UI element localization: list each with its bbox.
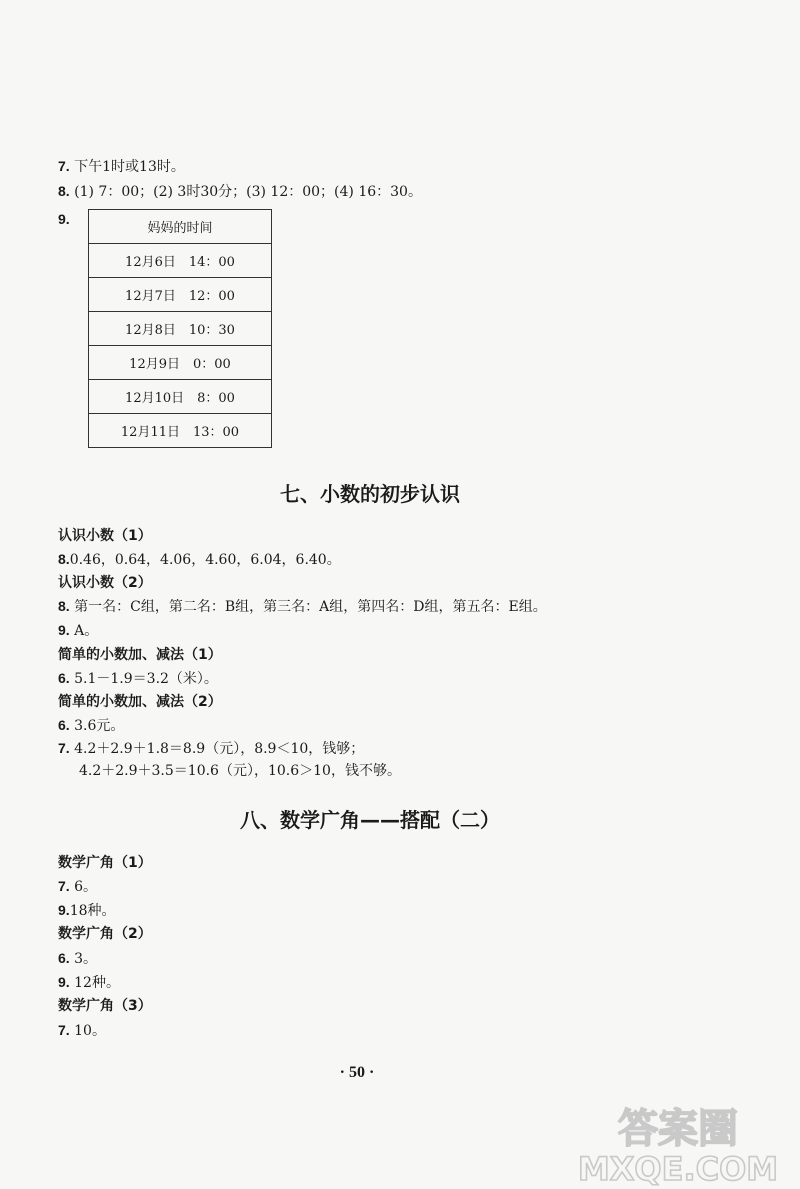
table-row: 12月6日 14：00 bbox=[89, 244, 272, 278]
table-row: 12月7日 12：00 bbox=[89, 278, 272, 312]
answer-line: 6. 3。 bbox=[58, 950, 98, 967]
subsection-title: 简单的小数加、减法（2） bbox=[58, 694, 222, 710]
table-header: 妈妈的时间 bbox=[89, 210, 272, 244]
answer-line: 8.0.46，0.64，4.06，4.60，6.04，6.40。 bbox=[58, 551, 341, 568]
table-row: 12月11日 13：00 bbox=[89, 414, 272, 448]
table-row: 12月9日 0：00 bbox=[89, 346, 272, 380]
subsection-title: 简单的小数加、减法（1） bbox=[58, 647, 222, 663]
mom-time-table bbox=[88, 209, 272, 448]
table-row: 12月10日 8：00 bbox=[89, 380, 272, 414]
answer-8: 8. (1) 7：00；(2) 3时30分；(3) 12：00；(4) 16：30。 bbox=[58, 183, 422, 200]
subsection-title: 数学广角（3） bbox=[58, 998, 152, 1014]
answer-line: 7. 6。 bbox=[58, 878, 98, 895]
watermark-url: MXQE.COM bbox=[577, 1150, 779, 1186]
answer-line: 8. 第一名：C组，第二名：B组，第三名：A组，第四名：D组，第五名：E组。 bbox=[58, 598, 547, 615]
answer-line: 6. 3.6元。 bbox=[58, 717, 125, 734]
watermark-logo bbox=[560, 1098, 796, 1186]
answer-line: 9. 12种。 bbox=[58, 974, 120, 991]
page-number: · 50 · bbox=[339, 1064, 375, 1081]
answer-9-label: 9. bbox=[58, 211, 70, 227]
answer-line: 4.2＋2.9＋3.5＝10.6（元），10.6＞10，钱不够。 bbox=[79, 763, 401, 779]
answer-line: 9.18种。 bbox=[58, 902, 116, 919]
subsection-title: 数学广角（2） bbox=[58, 926, 152, 942]
subsection-title: 认识小数（1） bbox=[58, 528, 152, 544]
answer-7: 7. 下午1时或13时。 bbox=[58, 158, 185, 175]
answer-line: 7. 10。 bbox=[58, 1022, 106, 1039]
answer-line: 7. 4.2＋2.9＋1.8＝8.9（元），8.9＜10，钱够； bbox=[58, 740, 365, 757]
subsection-title: 认识小数（2） bbox=[58, 575, 152, 591]
watermark-chars: 答案圈 bbox=[618, 1106, 738, 1152]
answer-line: 9. A。 bbox=[58, 622, 99, 639]
answer-line: 6. 5.1－1.9＝3.2（米）。 bbox=[58, 670, 218, 687]
subsection-title: 数学广角（1） bbox=[58, 855, 152, 871]
table-row: 12月8日 10：30 bbox=[89, 312, 272, 346]
section-8-title: 八、数学广角——搭配（二） bbox=[240, 808, 500, 832]
section-7-title: 七、小数的初步认识 bbox=[280, 482, 460, 506]
